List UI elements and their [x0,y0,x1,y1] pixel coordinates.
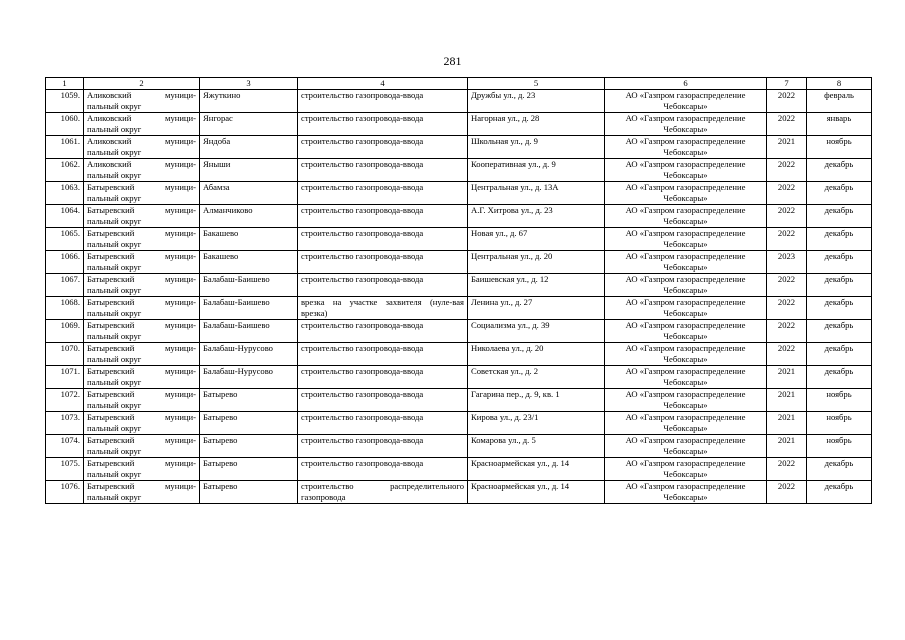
district-cell: Батыревский муници-пальный округ [84,228,200,251]
year-cell: 2022 [767,297,807,320]
year-cell: 2022 [767,274,807,297]
year-cell: 2021 [767,435,807,458]
row-number: 1065. [46,228,84,251]
column-header: 1 [46,78,84,90]
month-cell: декабрь [807,251,872,274]
district-cell: Аликовский муници-пальный округ [84,159,200,182]
row-number: 1059. [46,90,84,113]
operator-cell: АО «Газпром газораспределение Чебоксары» [605,343,767,366]
year-cell: 2021 [767,136,807,159]
year-cell: 2022 [767,205,807,228]
year-cell: 2022 [767,343,807,366]
table-row [46,136,872,159]
month-cell: ноябрь [807,136,872,159]
settlement-cell: Батырево [200,389,298,412]
operator-cell: АО «Газпром газораспределение Чебоксары» [605,412,767,435]
address-cell: Дружбы ул., д. 23 [468,90,605,113]
row-number: 1064. [46,205,84,228]
operator-cell: АО «Газпром газораспределение Чебоксары» [605,182,767,205]
settlement-cell: Батырево [200,412,298,435]
month-cell: декабрь [807,182,872,205]
work-type-cell: строительство распределительного газопровода [298,481,468,504]
address-cell: Гагарина пер., д. 9, кв. 1 [468,389,605,412]
year-cell: 2022 [767,182,807,205]
column-header: 3 [200,78,298,90]
year-cell: 2022 [767,159,807,182]
year-cell: 2021 [767,389,807,412]
table-row [46,481,872,504]
work-type-cell: строительство газопровода-ввода [298,274,468,297]
row-number: 1070. [46,343,84,366]
operator-cell: АО «Газпром газораспределение Чебоксары» [605,113,767,136]
work-type-cell: строительство газопровода-ввода [298,182,468,205]
row-number: 1076. [46,481,84,504]
district-cell: Батыревский муници-пальный округ [84,251,200,274]
settlement-cell: Балабаш-Нурусово [200,366,298,389]
work-type-cell: строительство газопровода-ввода [298,136,468,159]
work-type-cell: строительство газопровода-ввода [298,389,468,412]
address-cell: Центральная ул., д. 13А [468,182,605,205]
month-cell: декабрь [807,297,872,320]
address-cell: Красноармейская ул., д. 14 [468,481,605,504]
row-number: 1069. [46,320,84,343]
district-cell: Батыревский муници-пальный округ [84,389,200,412]
settlement-cell: Батырево [200,458,298,481]
table-row [46,182,872,205]
month-cell: декабрь [807,274,872,297]
year-cell: 2021 [767,366,807,389]
work-type-cell: строительство газопровода-ввода [298,228,468,251]
month-cell: февраль [807,90,872,113]
work-type-cell: строительство газопровода-ввода [298,412,468,435]
month-cell: декабрь [807,320,872,343]
address-cell: Ленина ул., д. 27 [468,297,605,320]
work-type-cell: строительство газопровода-ввода [298,320,468,343]
table-row [46,159,872,182]
month-cell: декабрь [807,228,872,251]
address-cell: Новая ул., д. 67 [468,228,605,251]
district-cell: Батыревский муници-пальный округ [84,343,200,366]
row-number: 1068. [46,297,84,320]
address-cell: Красноармейская ул., д. 14 [468,458,605,481]
settlement-cell: Бакашево [200,228,298,251]
operator-cell: АО «Газпром газораспределение Чебоксары» [605,251,767,274]
row-number: 1060. [46,113,84,136]
settlement-cell: Яндоба [200,136,298,159]
operator-cell: АО «Газпром газораспределение Чебоксары» [605,205,767,228]
district-cell: Батыревский муници-пальный округ [84,205,200,228]
row-number: 1072. [46,389,84,412]
year-cell: 2021 [767,412,807,435]
operator-cell: АО «Газпром газораспределение Чебоксары» [605,297,767,320]
district-cell: Батыревский муници-пальный округ [84,320,200,343]
table-row [46,228,872,251]
operator-cell: АО «Газпром газораспределение Чебоксары» [605,228,767,251]
district-cell: Батыревский муници-пальный округ [84,274,200,297]
operator-cell: АО «Газпром газораспределение Чебоксары» [605,136,767,159]
district-cell: Батыревский муници-пальный округ [84,435,200,458]
address-cell: Центральная ул., д. 20 [468,251,605,274]
row-number: 1062. [46,159,84,182]
operator-cell: АО «Газпром газораспределение Чебоксары» [605,389,767,412]
row-number: 1066. [46,251,84,274]
work-type-cell: строительство газопровода-ввода [298,90,468,113]
row-number: 1075. [46,458,84,481]
district-cell: Батыревский муници-пальный округ [84,458,200,481]
address-cell: А.Г. Хитрова ул., д. 23 [468,205,605,228]
month-cell: ноябрь [807,435,872,458]
work-type-cell: врезка на участке захвителя (нуле-вая врезка) [298,297,468,320]
month-cell: декабрь [807,205,872,228]
table-row [46,412,872,435]
operator-cell: АО «Газпром газораспределение Чебоксары» [605,159,767,182]
column-header: 4 [298,78,468,90]
operator-cell: АО «Газпром газораспределение Чебоксары» [605,366,767,389]
table-row [46,343,872,366]
month-cell: январь [807,113,872,136]
address-cell: Николаева ул., д. 20 [468,343,605,366]
header-row [46,78,872,90]
column-header: 6 [605,78,767,90]
operator-cell: АО «Газпром газораспределение Чебоксары» [605,435,767,458]
table-row [46,113,872,136]
row-number: 1071. [46,366,84,389]
year-cell: 2023 [767,251,807,274]
column-header: 7 [767,78,807,90]
address-cell: Школьная ул., д. 9 [468,136,605,159]
month-cell: декабрь [807,159,872,182]
district-cell: Батыревский муници-пальный округ [84,297,200,320]
row-number: 1074. [46,435,84,458]
table-row [46,205,872,228]
work-type-cell: строительство газопровода-ввода [298,113,468,136]
district-cell: Батыревский муници-пальный округ [84,412,200,435]
month-cell: декабрь [807,366,872,389]
work-type-cell: строительство газопровода-ввода [298,343,468,366]
table-row [46,90,872,113]
operator-cell: АО «Газпром газораспределение Чебоксары» [605,274,767,297]
settlement-cell: Батырево [200,435,298,458]
work-type-cell: строительство газопровода-ввода [298,205,468,228]
settlement-cell: Балабаш-Баишево [200,297,298,320]
table-row [46,366,872,389]
column-header: 5 [468,78,605,90]
address-cell: Кооперативная ул., д. 9 [468,159,605,182]
table-row [46,297,872,320]
settlement-cell: Бакашево [200,251,298,274]
settlement-cell: Абамза [200,182,298,205]
address-cell: Комарова ул., д. 5 [468,435,605,458]
settlement-cell: Балабаш-Баишево [200,320,298,343]
address-cell: Кирова ул., д. 23/1 [468,412,605,435]
address-cell: Нагорная ул., д. 28 [468,113,605,136]
row-number: 1063. [46,182,84,205]
table-row [46,274,872,297]
settlement-cell: Батырево [200,481,298,504]
table-row [46,435,872,458]
district-cell: Батыревский муници-пальный округ [84,182,200,205]
settlement-cell: Балабаш-Баишево [200,274,298,297]
page-number: 281 [443,54,462,68]
operator-cell: АО «Газпром газораспределение Чебоксары» [605,481,767,504]
month-cell: декабрь [807,343,872,366]
table-row [46,251,872,274]
settlement-cell: Яжуткино [200,90,298,113]
row-number: 1073. [46,412,84,435]
month-cell: декабрь [807,481,872,504]
operator-cell: АО «Газпром газораспределение Чебоксары» [605,320,767,343]
address-cell: Социализма ул., д. 39 [468,320,605,343]
work-type-cell: строительство газопровода-ввода [298,159,468,182]
table-row [46,458,872,481]
address-cell: Советская ул., д. 2 [468,366,605,389]
work-type-cell: строительство газопровода-ввода [298,435,468,458]
settlement-cell: Яныши [200,159,298,182]
month-cell: декабрь [807,458,872,481]
gas-connection-table [45,77,872,504]
month-cell: ноябрь [807,389,872,412]
operator-cell: АО «Газпром газораспределение Чебоксары» [605,458,767,481]
work-type-cell: строительство газопровода-ввода [298,366,468,389]
work-type-cell: строительство газопровода-ввода [298,251,468,274]
column-header: 8 [807,78,872,90]
settlement-cell: Янгорас [200,113,298,136]
district-cell: Аликовский муници-пальный округ [84,136,200,159]
column-header: 2 [84,78,200,90]
address-cell: Баишевская ул., д. 12 [468,274,605,297]
settlement-cell: Алманчиково [200,205,298,228]
row-number: 1067. [46,274,84,297]
year-cell: 2022 [767,228,807,251]
district-cell: Аликовский муници-пальный округ [84,90,200,113]
district-cell: Батыревский муници-пальный округ [84,481,200,504]
year-cell: 2022 [767,113,807,136]
district-cell: Батыревский муници-пальный округ [84,366,200,389]
year-cell: 2022 [767,458,807,481]
row-number: 1061. [46,136,84,159]
year-cell: 2022 [767,481,807,504]
operator-cell: АО «Газпром газораспределение Чебоксары» [605,90,767,113]
year-cell: 2022 [767,320,807,343]
work-type-cell: строительство газопровода-ввода [298,458,468,481]
year-cell: 2022 [767,90,807,113]
table-row [46,320,872,343]
table-row [46,389,872,412]
month-cell: ноябрь [807,412,872,435]
settlement-cell: Балабаш-Нурусово [200,343,298,366]
district-cell: Аликовский муници-пальный округ [84,113,200,136]
